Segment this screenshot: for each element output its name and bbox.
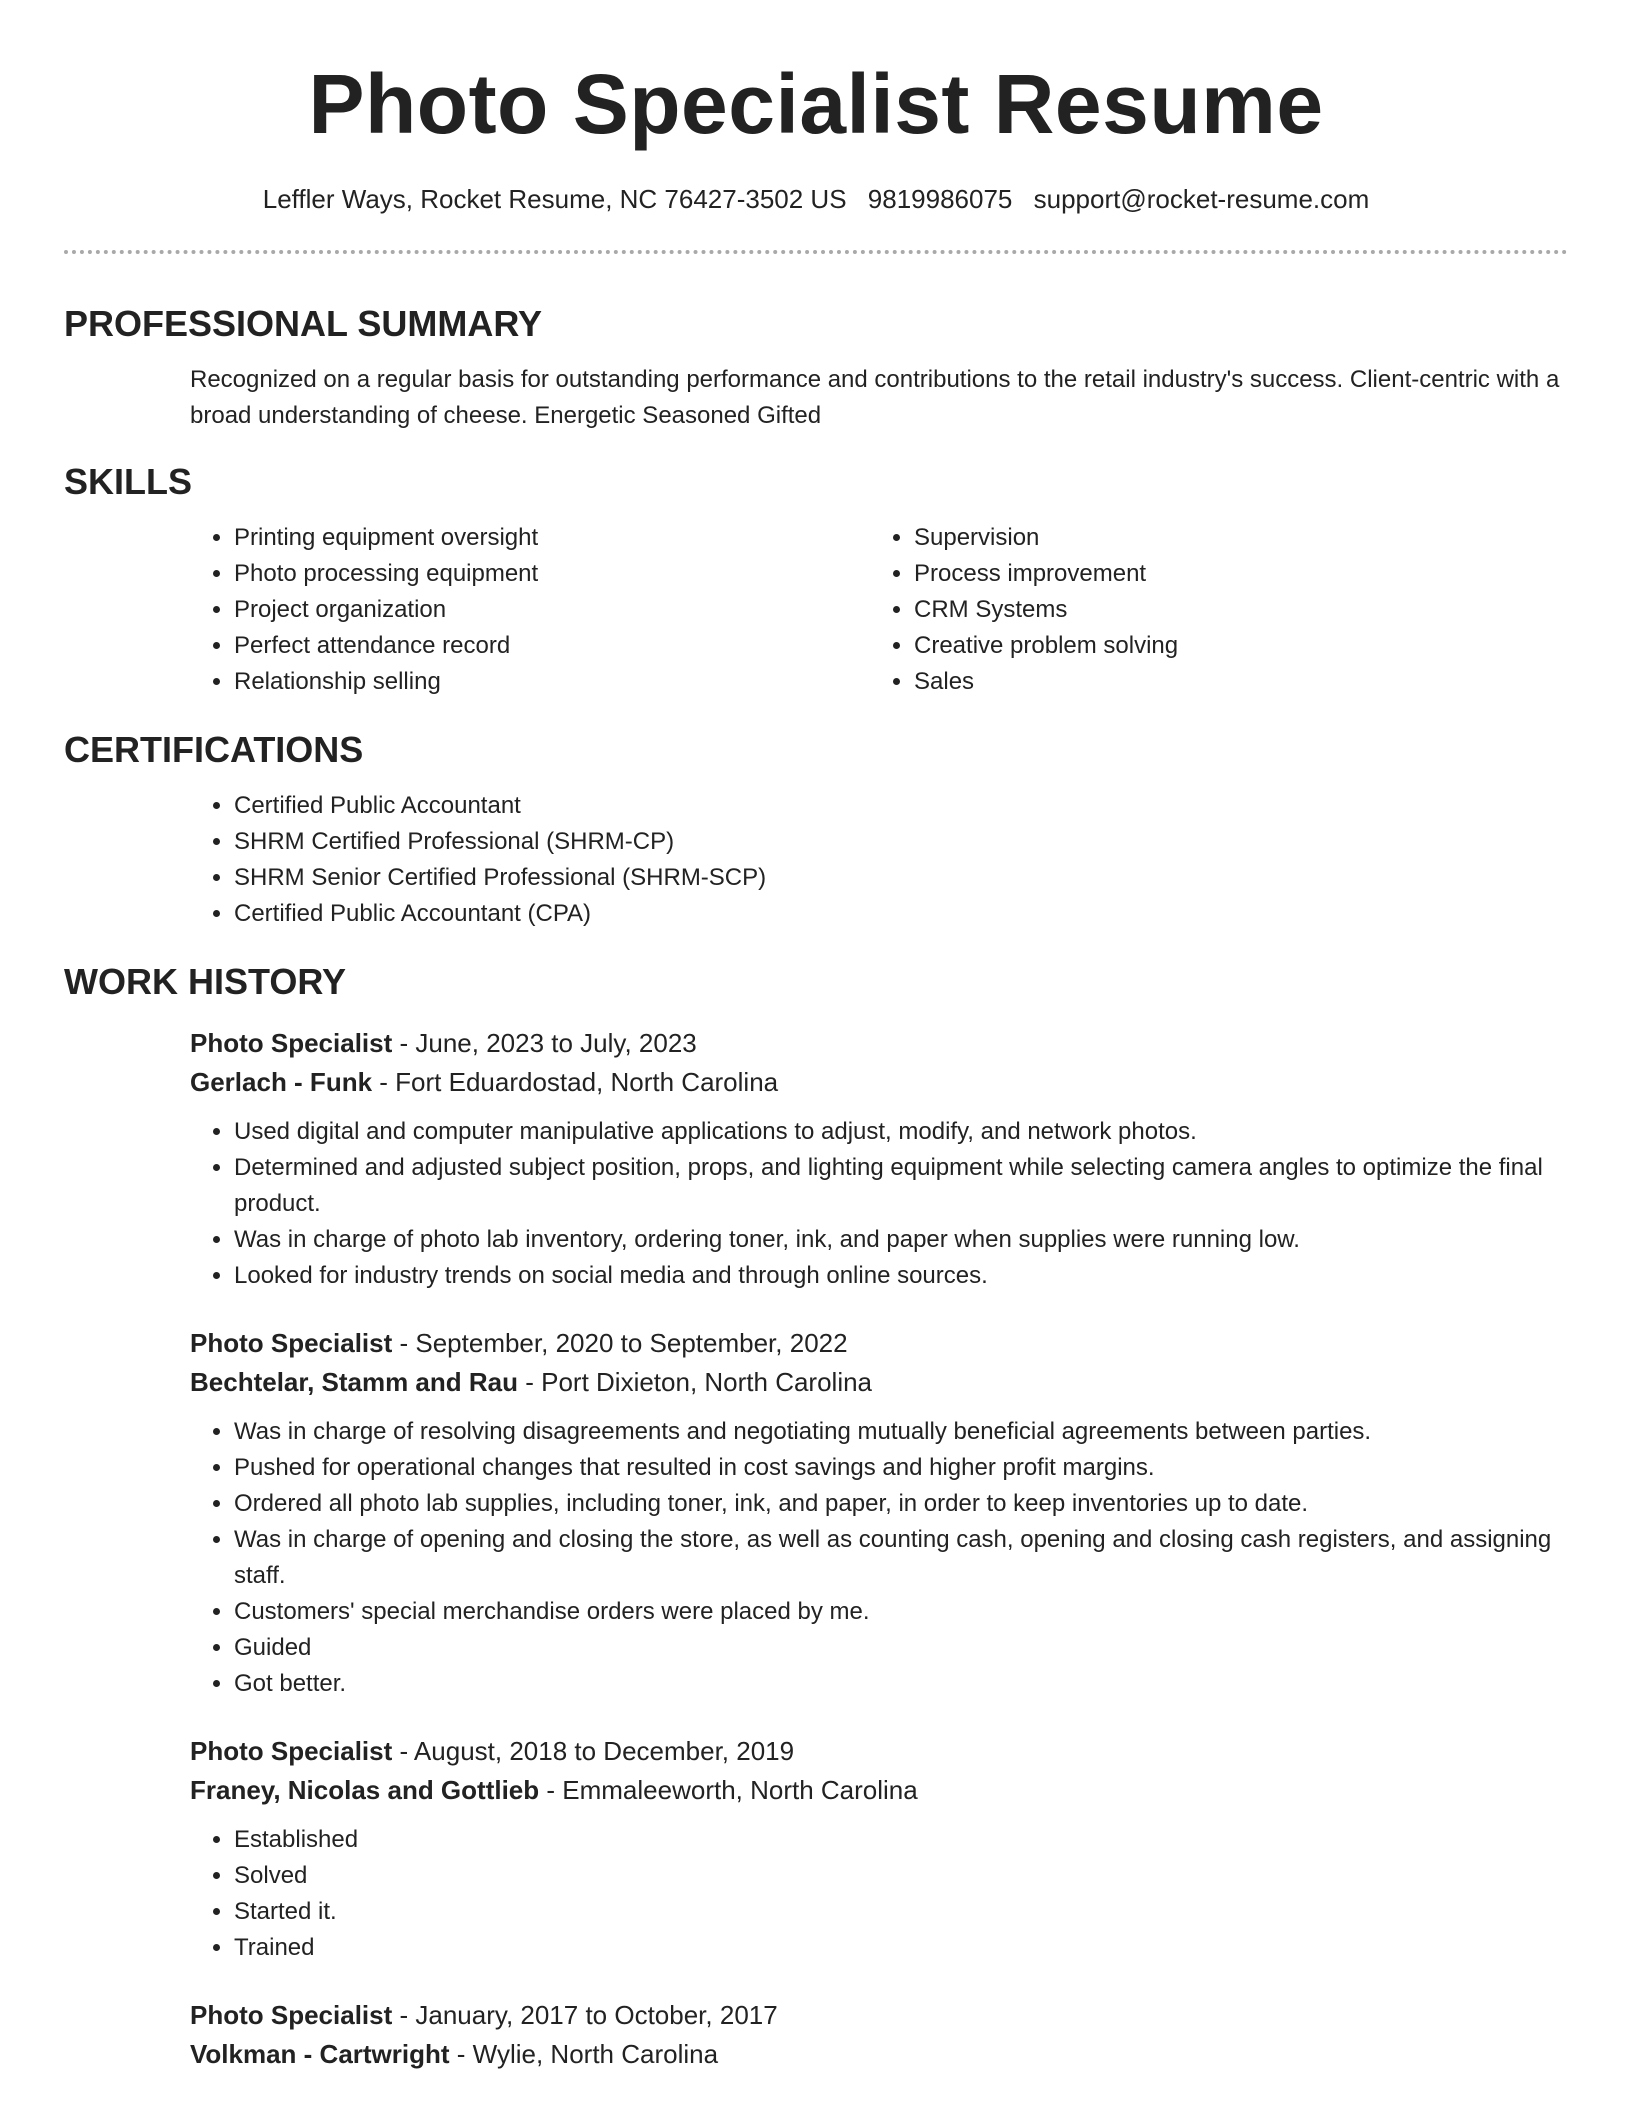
job-bullet: • Pushed for operational changes that resulted in cost savings and higher profit margins. (234, 1450, 1568, 1486)
job-title: Photo Specialist (190, 1736, 393, 1766)
section-heading: SKILLS (64, 461, 193, 502)
skill-item: • Creative problem solving (914, 628, 1550, 664)
job-bullet: • Ordered all photo lab supplies, including toner, ink, and paper, in order to keep inventories up to date. (234, 1486, 1568, 1522)
professional-summary-section (64, 302, 1568, 434)
job-location: - Port Dixieton, North Carolina (518, 1367, 873, 1397)
certification-item: • Certified Public Accountant (234, 788, 1568, 824)
job-title-line (190, 1996, 1568, 2035)
job-title-line (190, 1024, 1568, 1063)
job-bullet: • Established (234, 1822, 1568, 1858)
job-bullet: • Was in charge of resolving disagreements and negotiating mutually beneficial agreements between parties. (234, 1414, 1568, 1450)
job-entry (190, 1324, 1568, 1702)
job-dates: - August, 2018 to December, 2019 (392, 1736, 795, 1766)
skill-item: • CRM Systems (914, 592, 1550, 628)
job-title-line (190, 1732, 1568, 1771)
work-history-section (64, 960, 1568, 2074)
job-entry (190, 1732, 1568, 1966)
job-company-line (190, 2035, 1568, 2074)
skill-item: • Supervision (914, 520, 1550, 556)
resume-title: Photo Specialist Resume (308, 57, 1324, 151)
job-bullet: • Solved (234, 1858, 1568, 1894)
job-company: Volkman - Cartwright (190, 2039, 450, 2069)
job-company-line (190, 1771, 1568, 1810)
job-location: - Fort Eduardostad, North Carolina (372, 1067, 779, 1097)
section-heading: WORK HISTORY (64, 961, 347, 1002)
job-dates: - September, 2020 to September, 2022 (392, 1328, 848, 1358)
certification-item: • SHRM Certified Professional (SHRM-CP) (234, 824, 1568, 860)
contact-line (64, 182, 1568, 216)
job-company: Bechtelar, Stamm and Rau (190, 1367, 518, 1397)
skill-item: • Photo processing equipment (234, 556, 870, 592)
skill-item: • Relationship selling (234, 664, 870, 700)
section-heading: CERTIFICATIONS (64, 729, 364, 770)
job-bullet: • Looked for industry trends on social media and through online sources. (234, 1258, 1568, 1294)
skills-section (64, 460, 1568, 700)
job-bullet: • Determined and adjusted subject position, props, and lighting equipment while selecting camera angles to optimize the final product. (234, 1150, 1568, 1222)
job-bullet: • Trained (234, 1930, 1568, 1966)
skills-column-left (190, 520, 870, 700)
job-bullet: • Customers' special merchandise orders were placed by me. (234, 1594, 1568, 1630)
job-dates: - June, 2023 to July, 2023 (392, 1028, 697, 1058)
skill-item: • Perfect attendance record (234, 628, 870, 664)
contact-email: support@rocket-resume.com (1033, 184, 1370, 214)
header-divider (64, 250, 1568, 254)
skill-item: • Process improvement (914, 556, 1550, 592)
skill-item: • Sales (914, 664, 1550, 700)
job-entry (190, 1024, 1568, 1294)
job-dates: - January, 2017 to October, 2017 (392, 2000, 778, 2030)
job-entry (190, 1996, 1568, 2074)
job-company-line (190, 1363, 1568, 1402)
skills-column-right (870, 520, 1550, 700)
contact-address: Leffler Ways, Rocket Resume, NC 76427-3502 US (262, 184, 847, 214)
certifications-section (64, 728, 1568, 932)
certification-item: • Certified Public Accountant (CPA) (234, 896, 1568, 932)
summary-text: Recognized on a regular basis for outstanding performance and contributions to the retail industry's success. Client-centric with a broad understanding of cheese. Energetic Seasoned Gifted (190, 366, 1560, 429)
skill-item: • Project organization (234, 592, 870, 628)
skill-item: • Printing equipment oversight (234, 520, 870, 556)
job-bullet: • Used digital and computer manipulative applications to adjust, modify, and network photos. (234, 1114, 1568, 1150)
job-location: - Emmaleeworth, North Carolina (539, 1775, 918, 1805)
job-bullet: • Was in charge of opening and closing the store, as well as counting cash, opening and closing cash registers, and assigning staff. (234, 1522, 1568, 1594)
job-bullet: • Started it. (234, 1894, 1568, 1930)
job-title: Photo Specialist (190, 2000, 393, 2030)
job-title-line (190, 1324, 1568, 1363)
job-company-line (190, 1063, 1568, 1102)
job-company: Franey, Nicolas and Gottlieb (190, 1775, 540, 1805)
job-title: Photo Specialist (190, 1028, 393, 1058)
contact-phone: 9819986075 (867, 184, 1013, 214)
certification-item: • SHRM Senior Certified Professional (SHRM-SCP) (234, 860, 1568, 896)
section-heading: PROFESSIONAL SUMMARY (64, 303, 543, 344)
job-company: Gerlach - Funk (190, 1067, 373, 1097)
job-location: - Wylie, North Carolina (449, 2039, 719, 2069)
job-bullet: • Got better. (234, 1666, 1568, 1702)
job-bullet: • Guided (234, 1630, 1568, 1666)
job-title: Photo Specialist (190, 1328, 393, 1358)
job-bullet: • Was in charge of photo lab inventory, ordering toner, ink, and paper when supplies were running low. (234, 1222, 1568, 1258)
